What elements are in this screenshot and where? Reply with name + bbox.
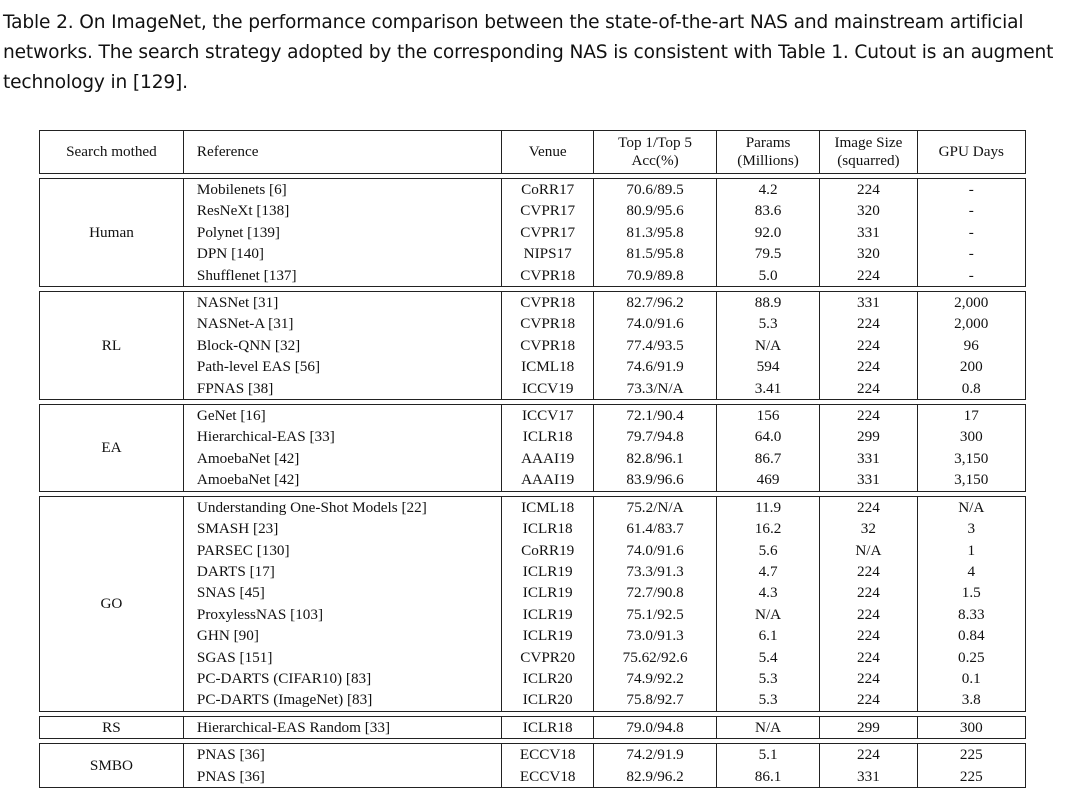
cell-image-size: 224 [820,496,917,518]
table-row [40,668,1026,689]
table-row [40,689,1026,711]
table-row [40,604,1026,625]
method-group [40,292,1026,400]
cell-venue: CoRR17 [502,179,594,201]
cell-gpu-days: 300 [917,716,1025,738]
cell-reference: GeNet [16] [183,405,501,427]
cell-gpu-days: 0.25 [917,647,1025,668]
cell-reference: Understanding One-Shot Models [22] [183,496,501,518]
cell-params: 4.3 [716,582,819,603]
cell-params: 5.3 [716,689,819,711]
cell-reference: GHN [90] [183,625,501,646]
table-caption: Table 2. On ImageNet, the performance comparison between the state-of-the-art NAS and mainstream artificial networks. The search strategy adopted by the corresponding NAS is consistent with Table 1. Cutout is an augment technology in [129]. [3,12,1054,93]
cell-accuracy: 74.0/91.6 [594,540,717,561]
cell-params: 64.0 [716,426,819,447]
cell-venue: ICCV17 [502,405,594,427]
cell-reference: Mobilenets [6] [183,179,501,201]
cell-gpu-days: 2,000 [917,313,1025,334]
cell-venue: CoRR19 [502,540,594,561]
cell-accuracy: 74.0/91.6 [594,313,717,334]
header-accuracy-line2: Acc(%) [631,152,679,169]
cell-image-size: 224 [820,744,917,766]
cell-gpu-days: 225 [917,766,1025,788]
cell-params: 594 [716,356,819,377]
cell-venue: AAAI19 [502,448,594,469]
cell-accuracy: 74.9/92.2 [594,668,717,689]
cell-reference: DPN [140] [183,243,501,264]
cell-image-size: 224 [820,405,917,427]
header-accuracy [594,131,717,174]
cell-reference: Hierarchical-EAS [33] [183,426,501,447]
table-row [40,469,1026,491]
cell-accuracy: 81.3/95.8 [594,222,717,243]
table-row [40,265,1026,287]
cell-image-size: 320 [820,200,917,221]
cell-accuracy: 82.8/96.1 [594,448,717,469]
cell-venue: ICML18 [502,496,594,518]
cell-reference: NASNet [31] [183,292,501,314]
cell-reference: ProxylessNAS [103] [183,604,501,625]
cell-accuracy: 73.3/91.3 [594,561,717,582]
cell-venue: ICLR20 [502,689,594,711]
cell-accuracy: 75.1/92.5 [594,604,717,625]
cell-venue: NIPS17 [502,243,594,264]
header-params-line1: Params [745,133,791,151]
header-image-size-line2: (squarred) [837,152,900,169]
cell-accuracy: 75.62/92.6 [594,647,717,668]
cell-params: 79.5 [716,243,819,264]
cell-params: 88.9 [716,292,819,314]
cell-gpu-days: 96 [917,335,1025,356]
cell-reference: Block-QNN [32] [183,335,501,356]
cell-gpu-days: - [917,243,1025,264]
cell-venue: ICLR18 [502,426,594,447]
cell-image-size: N/A [820,540,917,561]
cell-params: 3.41 [716,378,819,400]
cell-image-size: 331 [820,469,917,491]
cell-image-size: 224 [820,179,917,201]
cell-image-size: 331 [820,222,917,243]
cell-image-size: 320 [820,243,917,264]
cell-image-size: 224 [820,625,917,646]
cell-params: 83.6 [716,200,819,221]
cell-gpu-days: 200 [917,356,1025,377]
cell-image-size: 224 [820,335,917,356]
cell-reference: Polynet [139] [183,222,501,243]
cell-reference: Hierarchical-EAS Random [33] [183,716,501,738]
cell-gpu-days: 3,150 [917,469,1025,491]
cell-venue: CVPR18 [502,335,594,356]
cell-gpu-days: 0.84 [917,625,1025,646]
cell-accuracy: 82.7/96.2 [594,292,717,314]
header-venue: Venue [502,131,594,174]
cell-params: 16.2 [716,518,819,539]
method-group [40,716,1026,738]
cell-venue: ICLR20 [502,668,594,689]
cell-reference: SMASH [23] [183,518,501,539]
table-row [40,496,1026,518]
cell-accuracy: 74.6/91.9 [594,356,717,377]
cell-gpu-days: 3.8 [917,689,1025,711]
cell-image-size: 224 [820,561,917,582]
cell-venue: ECCV18 [502,766,594,788]
cell-venue: ICLR19 [502,561,594,582]
table-row [40,647,1026,668]
cell-accuracy: 80.9/95.6 [594,200,717,221]
header-params [716,131,819,174]
cell-params: 5.3 [716,313,819,334]
cell-reference: AmoebaNet [42] [183,469,501,491]
cell-venue: ICLR18 [502,716,594,738]
cell-accuracy: 75.2/N/A [594,496,717,518]
cell-gpu-days: - [917,179,1025,201]
header-gpu-days: GPU Days [917,131,1025,174]
cell-image-size: 224 [820,313,917,334]
table-row [40,200,1026,221]
cell-venue: AAAI19 [502,469,594,491]
cell-gpu-days: - [917,265,1025,287]
cell-params: 86.7 [716,448,819,469]
method-group [40,744,1026,788]
cell-venue: ICLR18 [502,518,594,539]
cell-gpu-days: 225 [917,744,1025,766]
cell-accuracy: 74.2/91.9 [594,744,717,766]
cell-gpu-days: 1.5 [917,582,1025,603]
cell-reference: PNAS [36] [183,744,501,766]
table-row [40,582,1026,603]
cell-search-method: EA [40,405,184,492]
cell-params: 5.3 [716,668,819,689]
cell-accuracy: 72.7/90.8 [594,582,717,603]
cell-search-method: SMBO [40,744,184,788]
table-row [40,356,1026,377]
cell-accuracy: 79.0/94.8 [594,716,717,738]
table-row [40,243,1026,264]
cell-params: 86.1 [716,766,819,788]
cell-venue: ICLR19 [502,582,594,603]
cell-params: 5.0 [716,265,819,287]
cell-gpu-days: 0.8 [917,378,1025,400]
table-row [40,518,1026,539]
cell-gpu-days: 3 [917,518,1025,539]
cell-params: 92.0 [716,222,819,243]
cell-image-size: 224 [820,689,917,711]
cell-search-method: Human [40,179,184,287]
table-row [40,625,1026,646]
cell-gpu-days: - [917,200,1025,221]
cell-accuracy: 77.4/93.5 [594,335,717,356]
cell-params: 469 [716,469,819,491]
cell-venue: CVPR18 [502,292,594,314]
cell-gpu-days: 1 [917,540,1025,561]
cell-search-method: RS [40,716,184,738]
cell-params: 11.9 [716,496,819,518]
table-row [40,766,1026,788]
header-image-size-line1: Image Size [834,133,903,151]
cell-image-size: 224 [820,604,917,625]
cell-image-size: 224 [820,668,917,689]
cell-search-method: RL [40,292,184,400]
results-table-container [39,130,1026,788]
cell-accuracy: 73.0/91.3 [594,625,717,646]
cell-venue: CVPR18 [502,313,594,334]
cell-accuracy: 81.5/95.8 [594,243,717,264]
cell-gpu-days: 2,000 [917,292,1025,314]
cell-params: 5.6 [716,540,819,561]
cell-gpu-days: 8.33 [917,604,1025,625]
cell-reference: PNAS [36] [183,766,501,788]
header-reference: Reference [183,131,501,174]
cell-image-size: 32 [820,518,917,539]
cell-reference: PC-DARTS (ImageNet) [83] [183,689,501,711]
cell-gpu-days: 4 [917,561,1025,582]
table-row [40,744,1026,766]
cell-venue: ICLR19 [502,625,594,646]
table-row [40,561,1026,582]
method-group [40,496,1026,711]
cell-search-method: GO [40,496,184,711]
table-row [40,179,1026,201]
cell-image-size: 331 [820,766,917,788]
cell-accuracy: 70.9/89.8 [594,265,717,287]
cell-params: N/A [716,335,819,356]
cell-image-size: 224 [820,647,917,668]
cell-image-size: 299 [820,716,917,738]
cell-accuracy: 73.3/N/A [594,378,717,400]
table-row [40,378,1026,400]
cell-params: 4.7 [716,561,819,582]
cell-accuracy: 70.6/89.5 [594,179,717,201]
header-search-method: Search mothed [40,131,184,174]
cell-image-size: 331 [820,292,917,314]
cell-gpu-days: N/A [917,496,1025,518]
cell-accuracy: 72.1/90.4 [594,405,717,427]
cell-reference: SGAS [151] [183,647,501,668]
cell-params: 6.1 [716,625,819,646]
cell-image-size: 224 [820,378,917,400]
cell-reference: Shufflenet [137] [183,265,501,287]
cell-accuracy: 61.4/83.7 [594,518,717,539]
cell-image-size: 224 [820,265,917,287]
cell-gpu-days: 17 [917,405,1025,427]
cell-image-size: 224 [820,356,917,377]
cell-reference: ResNeXt [138] [183,200,501,221]
cell-venue: ICCV19 [502,378,594,400]
table-row [40,405,1026,427]
cell-gpu-days: - [917,222,1025,243]
cell-reference: DARTS [17] [183,561,501,582]
cell-venue: ECCV18 [502,744,594,766]
header-params-line2: (Millions) [737,152,799,169]
cell-gpu-days: 3,150 [917,448,1025,469]
table-row [40,448,1026,469]
cell-accuracy: 75.8/92.7 [594,689,717,711]
cell-venue: CVPR20 [502,647,594,668]
table-row [40,426,1026,447]
table-row [40,292,1026,314]
cell-accuracy: 82.9/96.2 [594,766,717,788]
method-group [40,405,1026,492]
cell-reference: SNAS [45] [183,582,501,603]
header-row [40,131,1026,174]
cell-reference: PC-DARTS (CIFAR10) [83] [183,668,501,689]
cell-venue: CVPR18 [502,265,594,287]
cell-params: 156 [716,405,819,427]
cell-image-size: 331 [820,448,917,469]
cell-image-size: 299 [820,426,917,447]
cell-reference: AmoebaNet [42] [183,448,501,469]
cell-venue: CVPR17 [502,222,594,243]
results-table [39,130,1026,788]
cell-venue: ICLR19 [502,604,594,625]
header-image-size [820,131,917,174]
cell-params: 5.1 [716,744,819,766]
cell-params: 5.4 [716,647,819,668]
cell-gpu-days: 0.1 [917,668,1025,689]
table-row [40,335,1026,356]
method-group [40,179,1026,287]
cell-params: N/A [716,716,819,738]
cell-reference: Path-level EAS [56] [183,356,501,377]
cell-reference: PARSEC [130] [183,540,501,561]
header-accuracy-line1: Top 1/Top 5 [618,133,692,151]
cell-venue: ICML18 [502,356,594,377]
cell-params: N/A [716,604,819,625]
cell-accuracy: 79.7/94.8 [594,426,717,447]
cell-reference: FPNAS [38] [183,378,501,400]
cell-reference: NASNet-A [31] [183,313,501,334]
cell-accuracy: 83.9/96.6 [594,469,717,491]
table-row [40,313,1026,334]
cell-venue: CVPR17 [502,200,594,221]
cell-gpu-days: 300 [917,426,1025,447]
cell-params: 4.2 [716,179,819,201]
table-row [40,716,1026,738]
table-row [40,222,1026,243]
cell-image-size: 224 [820,582,917,603]
table-row [40,540,1026,561]
